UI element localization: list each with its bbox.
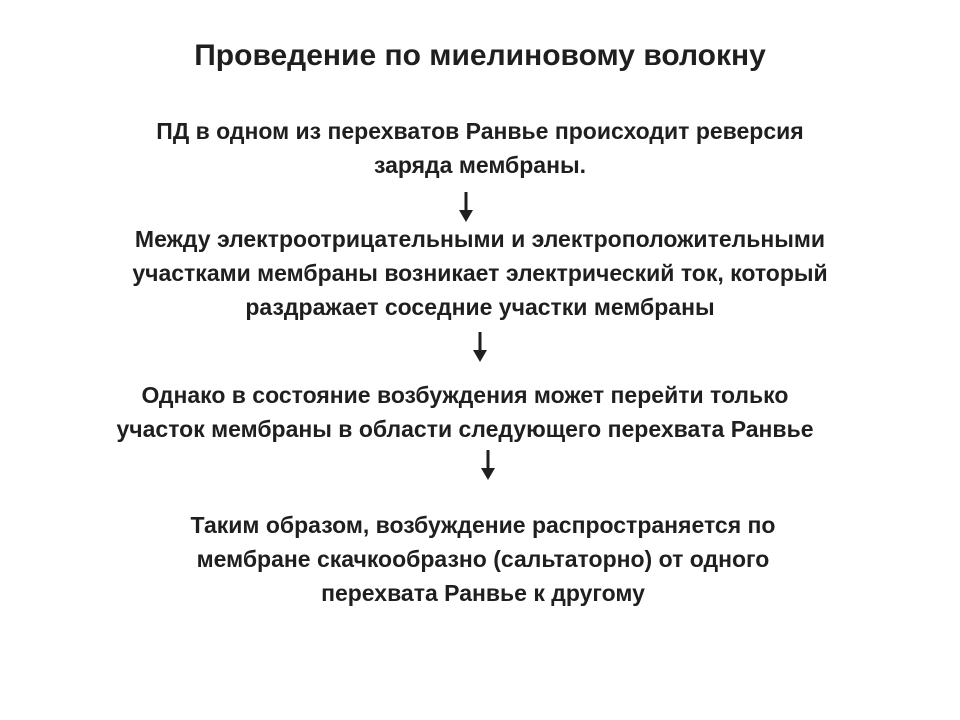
step-3-text xyxy=(0,378,930,446)
step-3-line-1: Однако в состояние возбуждения может перейти только xyxy=(141,382,789,408)
down-arrow-icon xyxy=(470,330,490,364)
step-4-line-2: мембране скачкообразно (сальтаторно) от одного xyxy=(196,546,770,572)
down-arrow-icon xyxy=(456,190,476,224)
down-arrow-icon xyxy=(478,448,498,482)
step-1-text xyxy=(0,114,960,182)
slide-title: Проведение по миелиновому волокну xyxy=(194,39,766,72)
step-4-line-3: перехвата Ранвье к другому xyxy=(321,580,645,606)
step-1-line-2: заряда мембраны. xyxy=(373,152,587,178)
step-4-line-1: Таким образом, возбуждение распространяется по xyxy=(190,512,776,538)
step-4-text xyxy=(0,508,960,610)
step-2-text xyxy=(0,222,960,324)
step-3-line-2: участок мембраны в области следующего перехвата Ранвье xyxy=(116,416,814,442)
step-2-line-2: участками мембраны возникает электрический ток, который xyxy=(132,260,828,286)
step-2-line-3: раздражает соседние участки мембраны xyxy=(245,294,715,320)
step-1-line-1: ПД в одном из перехватов Ранвье происходит реверсия xyxy=(156,118,804,144)
step-2-line-1: Между электроотрицательными и электроположительными xyxy=(134,226,826,252)
